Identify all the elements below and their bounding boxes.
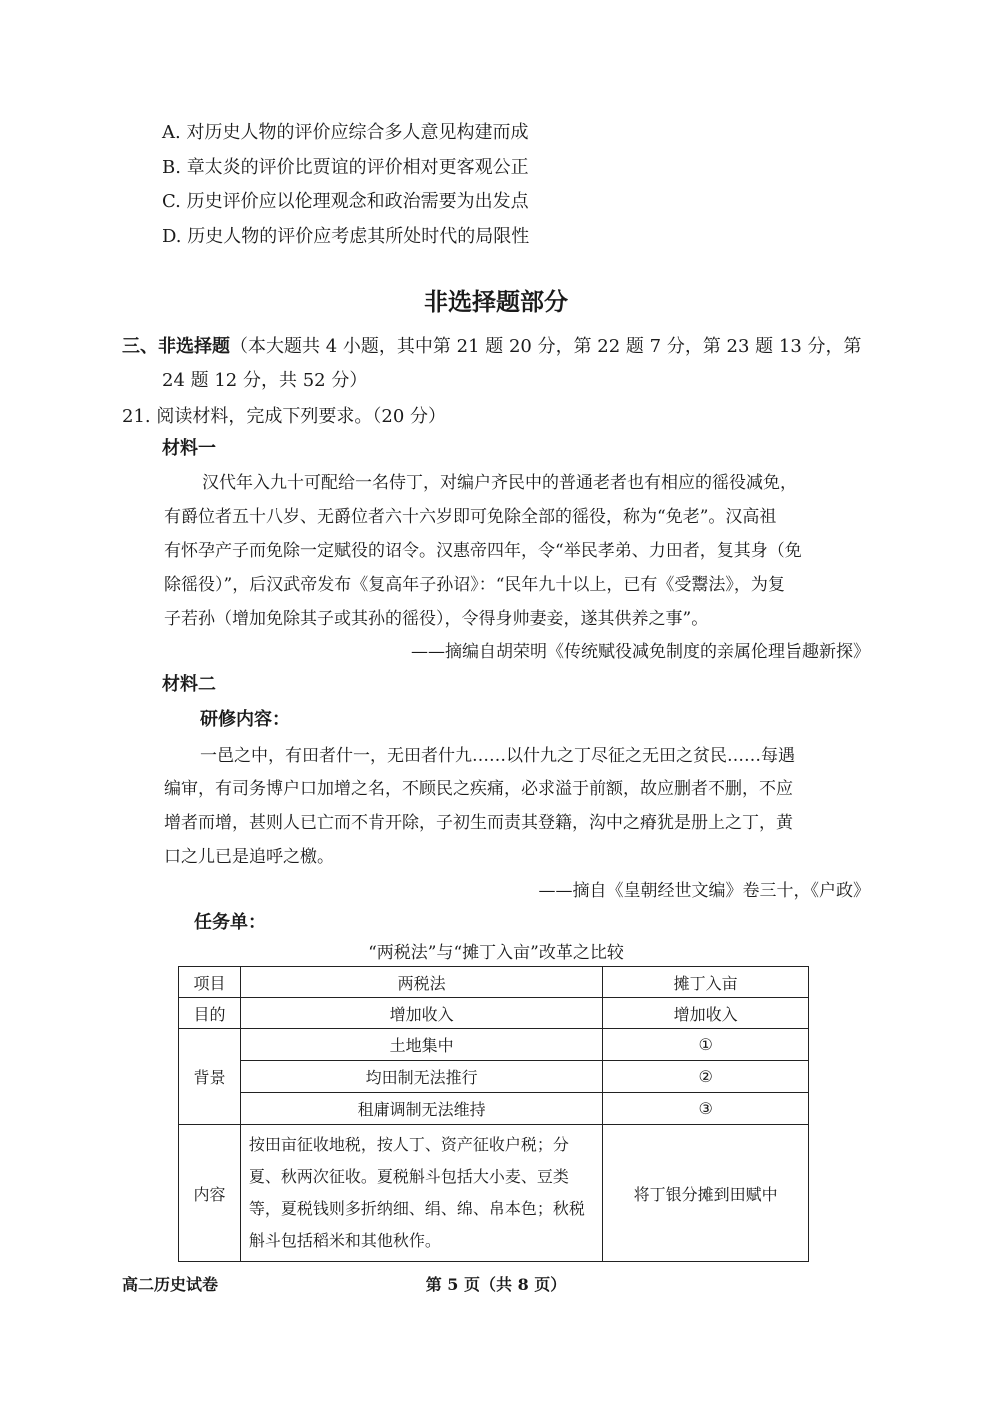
part3-line1: （本大题共 4 小题，其中第 21 题 20 分，第 22 题 7 分，第 23 题 13 分，第 xyxy=(230,336,862,357)
header-cell: 两税法 xyxy=(240,967,602,998)
task-label: 任务单： xyxy=(194,912,266,933)
table-row xyxy=(179,1029,809,1061)
table-cell: 增加收入 xyxy=(240,998,602,1029)
material1-line: 有爵位者五十八岁、无爵位者六十六岁即可免除全部的徭役，称为“免老”。汉高祖 xyxy=(164,507,777,527)
comparison-table xyxy=(178,966,809,1262)
row-label: 目的 xyxy=(179,998,241,1029)
q21-number: 21. xyxy=(122,406,151,427)
header-cell: 摊丁入亩 xyxy=(603,967,809,998)
row-label: 背景 xyxy=(179,1029,241,1125)
part3-header xyxy=(122,332,862,358)
option-b xyxy=(162,153,529,179)
table-cell: ③ xyxy=(603,1093,809,1125)
table-cell: 按田亩征收地税，按人丁、资产征收户税；分夏、秋两次征收。夏税斛斗包括大小麦、豆类等，夏税钱则多折纳细、绢、绵、帛本色；秋税斛斗包括稻米和其他秋作。 xyxy=(240,1125,602,1262)
table-cell: 增加收入 xyxy=(603,998,809,1029)
page-number: 第 5 页（共 8 页） xyxy=(425,1275,567,1294)
table-row xyxy=(179,1125,809,1262)
table-row xyxy=(179,1061,809,1093)
table-cell: 将丁银分摊到田赋中 xyxy=(603,1125,809,1262)
row-label: 内容 xyxy=(179,1125,241,1262)
q21-prompt: 阅读材料，完成下列要求。（20 分） xyxy=(156,406,446,427)
footer-left: 高二历史试卷 xyxy=(122,1275,219,1294)
table-row xyxy=(179,998,809,1029)
material2-line: 一邑之中，有田者什一，无田者什九……以什九之丁尽征之无田之贫民……每遇 xyxy=(200,746,795,766)
table-row xyxy=(179,1093,809,1125)
part3-label: 三、非选择题 xyxy=(122,336,230,357)
material2-line: 编审，有司务博户口加增之名，不顾民之疾痛，必求溢于前额，故应删者不删，不应 xyxy=(164,779,793,799)
option-d xyxy=(162,222,529,248)
material1-label: 材料一 xyxy=(162,438,216,459)
header-cell: 项目 xyxy=(179,967,241,998)
option-text: 对历史人物的评价应综合多人意见构建而成 xyxy=(186,122,529,143)
material1-line: 子若孙（增加免除其子或其孙的徭役），令得身帅妻妾，遂其供养之事”。 xyxy=(164,609,709,629)
option-text: 历史评价应以伦理观念和政治需要为出发点 xyxy=(186,191,529,212)
option-letter: D. xyxy=(162,226,182,247)
material2-subtitle: 研修内容： xyxy=(200,709,290,730)
table-title: “两税法”与“摊丁入亩”改革之比较 xyxy=(368,943,624,963)
table-cell: ① xyxy=(603,1029,809,1061)
table-cell: 均田制无法推行 xyxy=(240,1061,602,1093)
material2-source: ——摘自《皇朝经世文编》卷三十，《户政》 xyxy=(538,881,870,901)
material2-label: 材料二 xyxy=(162,674,216,695)
table-cell: 租庸调制无法维持 xyxy=(240,1093,602,1125)
table-cell: ② xyxy=(603,1061,809,1093)
table-header-row xyxy=(179,967,809,998)
material1-source: ——摘编自胡荣明《传统赋役减免制度的亲属伦理旨趣新探》 xyxy=(411,642,870,662)
option-text: 历史人物的评价应考虑其所处时代的局限性 xyxy=(187,226,530,247)
option-text: 章太炎的评价比贾谊的评价相对更客观公正 xyxy=(186,157,529,178)
option-letter: B. xyxy=(162,157,181,178)
q21-prompt-line xyxy=(122,402,446,428)
material1-line: 汉代年入九十可配给一名侍丁，对编户齐民中的普通老者也有相应的徭役减免， xyxy=(202,473,797,493)
material2-line: 增者而增，甚则人已亡而不肯开除，子初生而责其登籍，沟中之瘠犹是册上之丁，黄 xyxy=(164,813,793,833)
material1-line: 除徭役）”，后汉武帝发布《复高年子孙诏》：“民年九十以上，已有《受鬻法》，为复 xyxy=(164,575,785,595)
table-cell: 土地集中 xyxy=(240,1029,602,1061)
part3-line2: 24 题 12 分，共 52 分） xyxy=(162,370,368,391)
material2-line: 口之儿已是追呼之檄。 xyxy=(164,847,334,867)
section-title: 非选择题部分 xyxy=(424,288,568,316)
option-letter: A. xyxy=(162,122,181,143)
option-c xyxy=(162,187,529,213)
option-a xyxy=(162,118,528,144)
material1-line: 有怀孕产子而免除一定赋役的诏令。汉惠帝四年，令“举民孝弟、力田者，复其身（免 xyxy=(164,541,802,561)
option-letter: C. xyxy=(162,191,181,212)
